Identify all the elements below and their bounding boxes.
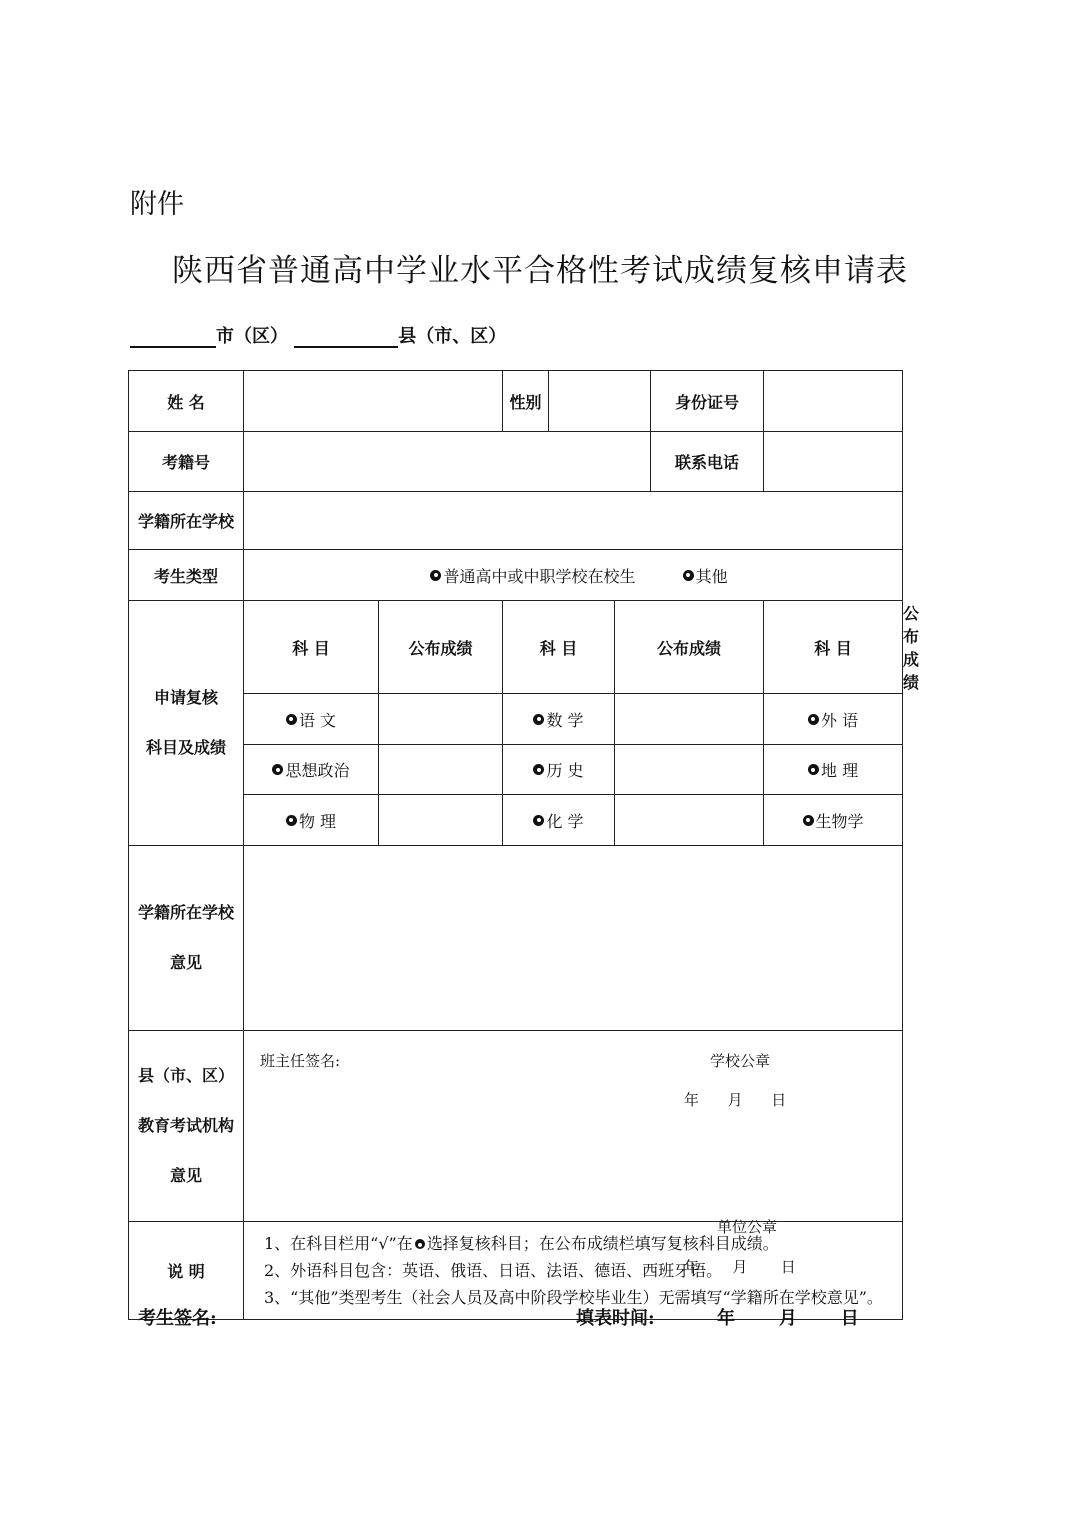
radio-icon	[803, 815, 814, 826]
type-option-other[interactable]: 其他	[683, 564, 728, 587]
radio-icon	[415, 1239, 425, 1249]
subject-header-3: 科 目	[764, 601, 903, 694]
county-suffix: 县（市、区）	[398, 326, 507, 347]
radio-icon	[808, 714, 819, 725]
school-date: 年 月 日	[684, 1091, 787, 1109]
school-opinion-label: 学籍所在学校 意见	[129, 846, 244, 1031]
application-form-table: 姓 名 性别 身份证号 考籍号 联系电话 学籍所在学校 考生类型 普通高中或中职学校在校生 其他 申请复核 科目及成绩 科 目 公布成绩 科 目 公布成绩 科 目 公布成绩 语 文 数 学 外 语 思想政治 历 史 地 理 物 理 化 学 生物学 学籍所在学校 意见 班主任签名: 学校公章 年 月 日 县（市、区） 教育考试机构 意见 单位公章 年 月 日 说 明 1、在科目栏用“√”在 选择复核科目；在公布成绩栏填写复核科目成绩。 2、外语科目包含：英语、俄语、日语、法语、德语、西班牙语。 3、“其他”类型考生（社会人员及高中阶段学校毕业生）无需填写“学籍所在学校意见”。	[128, 370, 903, 1320]
attachment-label: 附件	[130, 189, 184, 220]
subject-header-1: 科 目	[244, 601, 379, 694]
subject-geography[interactable]: 地 理	[764, 745, 903, 795]
exam-register-input[interactable]	[244, 432, 651, 492]
name-input[interactable]	[244, 371, 503, 432]
fill-time-label: 填表时间:	[576, 1308, 655, 1329]
note-1: 1、在科目栏用“√”在 选择复核科目；在公布成绩栏填写复核科目成绩。	[264, 1234, 779, 1253]
teacher-signature-label: 班主任签名:	[260, 1052, 341, 1070]
radio-icon	[286, 815, 297, 826]
name-label: 姓 名	[129, 371, 244, 432]
county-opinion-label: 县（市、区） 教育考试机构 意见	[129, 1031, 244, 1222]
page-title: 陕西省普通高中学业水平合格性考试成绩复核申请表	[172, 253, 908, 289]
radio-icon	[272, 764, 283, 775]
fill-date: 年 月 日	[717, 1308, 859, 1329]
subject-biology[interactable]: 生物学	[764, 795, 903, 846]
school-label: 学籍所在学校	[129, 492, 244, 550]
note-2: 2、外语科目包含：英语、俄语、日语、法语、德语、西班牙语。	[264, 1261, 723, 1280]
subject-history[interactable]: 历 史	[503, 745, 615, 795]
school-input[interactable]	[244, 492, 903, 550]
score-input[interactable]	[379, 694, 503, 745]
phone-input[interactable]	[764, 432, 903, 492]
candidate-signature-label: 考生签名:	[138, 1308, 217, 1329]
radio-icon	[286, 714, 297, 725]
radio-icon	[533, 714, 544, 725]
score-header-1: 公布成绩	[379, 601, 503, 694]
score-input[interactable]	[379, 745, 503, 795]
candidate-type-label: 考生类型	[129, 550, 244, 601]
candidate-type-options	[244, 550, 903, 601]
school-opinion-area[interactable]	[244, 846, 903, 1109]
region-line	[130, 322, 506, 348]
phone-label: 联系电话	[651, 432, 764, 492]
subject-politics[interactable]: 思想政治	[244, 745, 379, 795]
score-input[interactable]	[615, 745, 764, 795]
subject-chinese[interactable]: 语 文	[244, 694, 379, 745]
school-seal-label: 学校公章	[710, 1052, 771, 1070]
gender-input[interactable]	[549, 371, 651, 432]
subjects-label: 申请复核 科目及成绩	[129, 601, 244, 846]
score-input[interactable]	[379, 795, 503, 846]
radio-icon	[430, 570, 441, 581]
score-header-2: 公布成绩	[615, 601, 764, 694]
county-date: 年 月 日	[684, 1258, 796, 1276]
subject-math[interactable]: 数 学	[503, 694, 615, 745]
subject-chemistry[interactable]: 化 学	[503, 795, 615, 846]
id-number-label: 身份证号	[651, 371, 764, 432]
score-input[interactable]	[615, 694, 764, 745]
city-blank[interactable]	[130, 324, 216, 348]
radio-icon	[683, 570, 694, 581]
notes-label: 说 明	[129, 1222, 244, 1320]
subject-foreign-language[interactable]: 外 语	[764, 694, 903, 745]
subject-physics[interactable]: 物 理	[244, 795, 379, 846]
score-input[interactable]	[615, 795, 764, 846]
subject-header-2: 科 目	[503, 601, 615, 694]
county-blank[interactable]	[294, 324, 398, 348]
type-option-student[interactable]: 普通高中或中职学校在校生	[430, 564, 635, 587]
radio-icon	[533, 815, 544, 826]
city-suffix: 市（区）	[216, 326, 288, 347]
id-number-input[interactable]	[764, 371, 903, 432]
unit-seal-label: 单位公章	[717, 1218, 778, 1236]
gender-label: 性别	[503, 371, 549, 432]
exam-register-label: 考籍号	[129, 432, 244, 492]
radio-icon	[808, 764, 819, 775]
note-3: 3、“其他”类型考生（社会人员及高中阶段学校毕业生）无需填写“学籍所在学校意见”。	[264, 1288, 883, 1307]
radio-icon	[533, 764, 544, 775]
